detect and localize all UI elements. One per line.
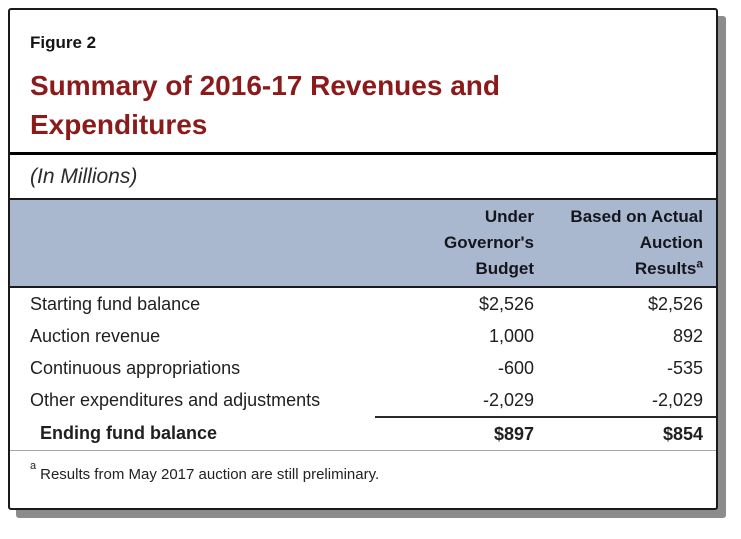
units-note: (In Millions) bbox=[30, 165, 138, 188]
table-row bbox=[10, 320, 716, 352]
value-governors-budget: -2,029 bbox=[375, 384, 544, 417]
row-label: Starting fund balance bbox=[30, 293, 201, 314]
header-line: Under bbox=[484, 207, 534, 226]
title-block bbox=[10, 10, 716, 144]
footnote-marker-sup: a bbox=[696, 256, 703, 271]
figure-title: Summary of 2016-17 Revenues and Expenditures bbox=[30, 70, 500, 140]
col-header-empty bbox=[10, 199, 375, 287]
header-line: Governor's bbox=[443, 233, 534, 252]
table-header-row bbox=[10, 199, 716, 287]
row-label: Other expenditures and adjustments bbox=[30, 390, 321, 410]
header-line: Budget bbox=[475, 259, 534, 278]
value-auction-results: $2,526 bbox=[647, 293, 703, 314]
value-auction-results: -2,029 bbox=[544, 384, 716, 417]
figure-label: Figure 2 bbox=[30, 33, 97, 52]
value-governors-budget: $897 bbox=[493, 423, 534, 444]
summary-table bbox=[10, 198, 716, 450]
header-line: Based on Actual bbox=[570, 207, 703, 226]
row-label: Ending fund balance bbox=[40, 423, 218, 443]
header-line: Auction bbox=[639, 233, 703, 252]
header-line: Results bbox=[634, 259, 697, 278]
value-governors-budget: $2,526 bbox=[478, 293, 534, 314]
value-governors-budget: 1,000 bbox=[488, 325, 534, 346]
footnote bbox=[10, 451, 716, 484]
footnote-marker: a bbox=[30, 460, 37, 472]
table-row bbox=[10, 352, 716, 384]
table-row-total bbox=[10, 417, 716, 450]
figure-box bbox=[8, 8, 718, 510]
table-row bbox=[10, 287, 716, 320]
table-row bbox=[10, 384, 716, 417]
col-header-auction-results bbox=[544, 199, 716, 287]
value-auction-results: -535 bbox=[666, 357, 703, 378]
value-auction-results: 892 bbox=[672, 325, 703, 346]
row-label: Continuous appropriations bbox=[30, 357, 241, 378]
value-auction-results: $854 bbox=[662, 423, 703, 444]
footnote-text: Results from May 2017 auction are still preliminary. bbox=[40, 466, 380, 483]
col-header-governors-budget bbox=[375, 199, 544, 287]
value-governors-budget: -600 bbox=[497, 357, 534, 378]
row-label: Auction revenue bbox=[30, 325, 161, 346]
